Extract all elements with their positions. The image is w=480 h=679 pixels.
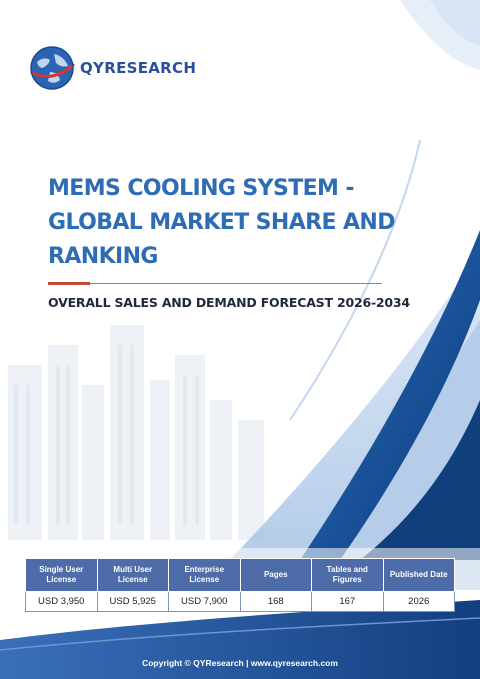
table-row xyxy=(26,592,455,612)
pages-count: 168 xyxy=(240,592,312,612)
tables-figures-count: 167 xyxy=(312,592,384,612)
header-pages: Pages xyxy=(240,559,312,592)
accent-rule xyxy=(48,282,90,285)
single-user-price: USD 3,950 xyxy=(26,592,98,612)
table-header-row xyxy=(26,559,455,592)
brand-logo xyxy=(28,44,196,92)
header-single-user: Single User License xyxy=(26,559,98,592)
published-date: 2026 xyxy=(383,592,455,612)
copyright-footer: Copyright © QYResearch | www.qyresearch.com xyxy=(142,658,338,668)
multi-user-price: USD 5,925 xyxy=(97,592,169,612)
divider-rule xyxy=(90,283,382,284)
header-published-date: Published Date xyxy=(383,559,455,592)
brand-name: QYRESEARCH xyxy=(80,59,197,77)
header-tables-figures: Tables and Figures xyxy=(312,559,384,592)
header-enterprise: Enterprise License xyxy=(169,559,241,592)
globe-icon xyxy=(28,44,76,92)
report-subtitle: OVERALL SALES AND DEMAND FORECAST 2026-2034 xyxy=(48,295,410,310)
header-multi-user: Multi User License xyxy=(97,559,169,592)
enterprise-price: USD 7,900 xyxy=(169,592,241,612)
license-price-table xyxy=(25,558,455,612)
report-title: MEMS COOLING SYSTEM - GLOBAL MARKET SHARE AND RANKING xyxy=(48,176,395,269)
